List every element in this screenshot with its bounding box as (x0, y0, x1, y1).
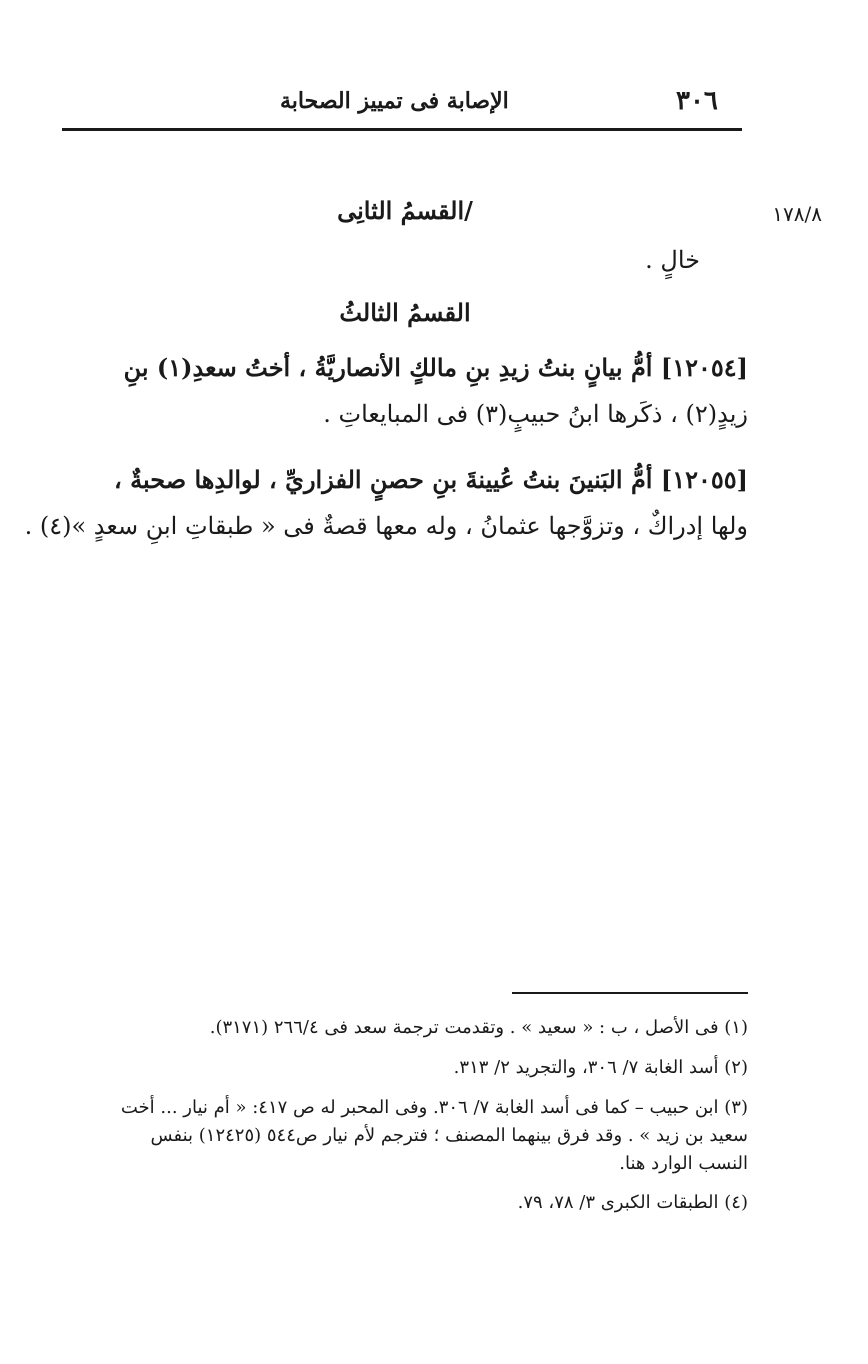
entry-line: زيدٍ(٢) ، ذكَرها ابنُ حبيبٍ(٣) فى المبايعاتِ . (323, 400, 748, 428)
entry-12055 (24, 465, 748, 540)
footnote-rule (512, 992, 748, 994)
page-number: ٣٠٦ (676, 86, 718, 116)
footnote-2: (٢) أسد الغابة ٧/ ٣٠٦، والتجريد ٢/ ٣١٣. (453, 1056, 748, 1078)
header-rule (62, 128, 742, 131)
footnote-1: (١) فى الأصل ، ب : « سعيد » . وتقدمت ترجمة سعد فى ٢٦٦/٤ (٣١٧١). (209, 1017, 748, 1038)
footnote-4: (٤) الطبقات الكبرى ٣/ ٧٨، ٧٩. (517, 1192, 748, 1214)
entry-12054 (118, 353, 748, 428)
entry-line: [١٢٠٥٤] أمُّ بيانٍ بنتُ زيدِ بنِ مالكٍ الأنصاريَّةُ ، أختُ سعدِ(١) بنِ (123, 353, 748, 382)
running-title: الإصابة فى تمييز الصحابة (280, 88, 509, 114)
section-2-carryover: خالٍ . (645, 246, 700, 274)
section-2-title: /القسمُ الثانِى (337, 196, 473, 225)
footnotes (68, 1014, 748, 1229)
entry-line: ولها إدراكٌ ، وتزوَّجها عثمانُ ، وله معها قصةٌ فى « طبقاتِ ابنِ سعدٍ »(٤) . (24, 512, 748, 540)
footnote-3-line-3: النسب الوارد هنا. (619, 1152, 748, 1174)
footnote-3 (68, 1094, 748, 1178)
footnote-3-line-1: (٣) ابن حبيب – كما فى أسد الغابة ٧/ ٣٠٦. وفى المحبر له ص ٤١٧: « أم نيار ... أخت (120, 1096, 748, 1118)
entry-line: [١٢٠٥٥] أمُّ البَنينَ بنتُ عُيينةَ بنِ حصنٍ الفزاريِّ ، لوالدِها صحبةٌ ، (114, 465, 748, 494)
section-3-title: القسمُ الثالثُ (339, 298, 471, 327)
footnote-3-line-2: سعيد بن زيد » . وقد فرق بينهما المصنف ؛ فترجم لأم نيار ص٥٤٤ (١٢٤٢٥) بنفس (150, 1124, 748, 1146)
margin-reference: ١٧٨/٨ (772, 202, 822, 226)
